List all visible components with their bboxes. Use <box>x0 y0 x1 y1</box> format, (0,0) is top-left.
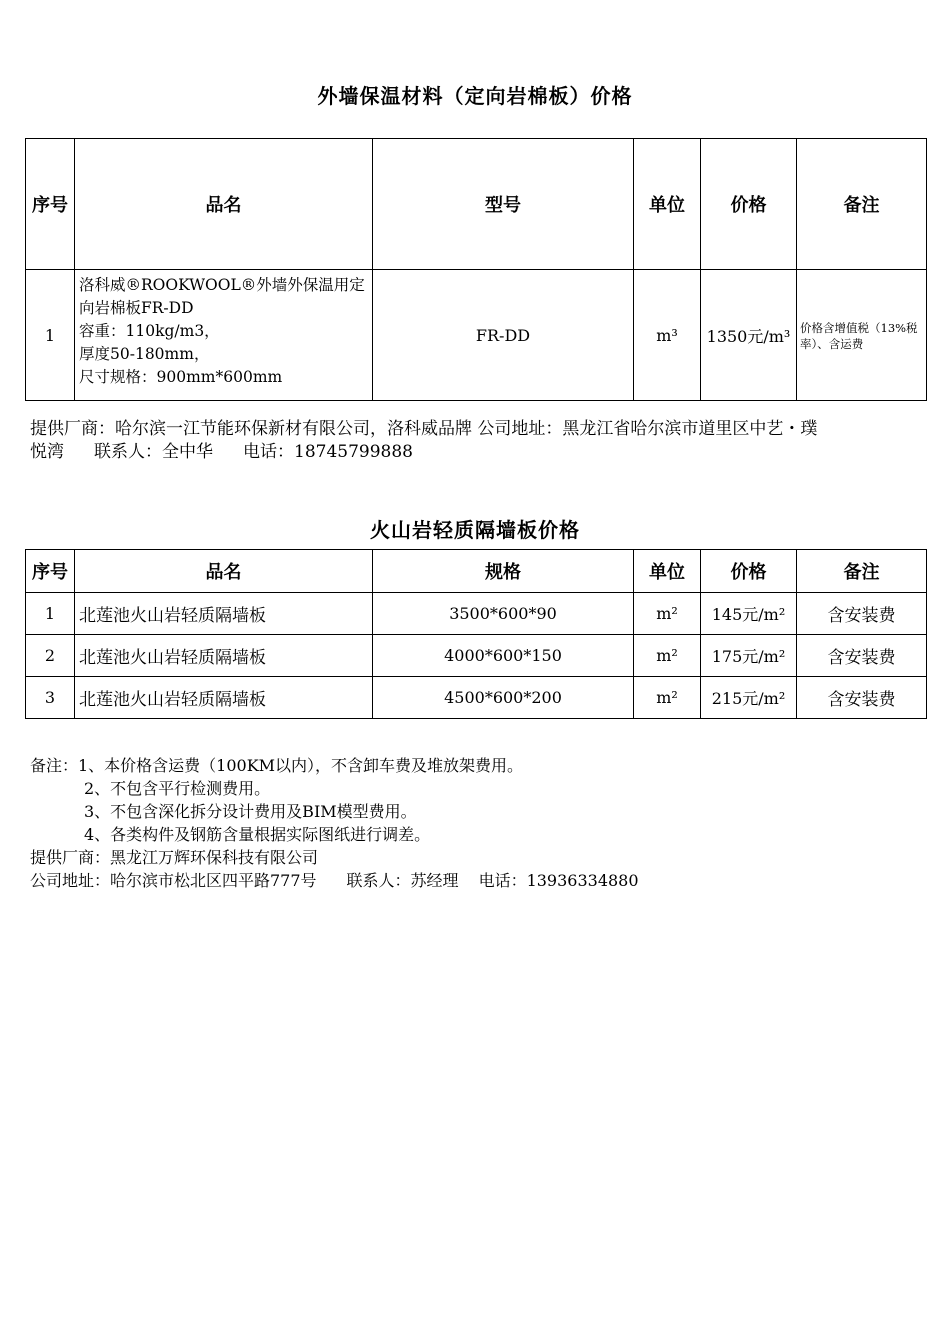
cell-unit: m² <box>634 593 701 635</box>
partition-board-price-table <box>25 549 927 719</box>
cell-unit: m³ <box>634 270 701 401</box>
cell-unit: m² <box>634 677 701 719</box>
supplier-line: 提供厂商：哈尔滨一江节能环保新材有限公司，洛科威品牌 公司地址：黑龙江省哈尔滨市道里区中艺・璞 <box>30 419 818 439</box>
section2-title: 火山岩轻质隔墙板价格 <box>370 518 580 542</box>
name-line: 尺寸规格：900mm*600mm <box>79 368 283 386</box>
header-no: 序号 <box>26 550 75 593</box>
cell-name: 北莲池火山岩轻质隔墙板 <box>75 593 373 635</box>
contact-person: 联系人：苏经理 <box>346 871 459 890</box>
notes-block <box>30 754 639 892</box>
table-header-row <box>26 139 927 270</box>
cell-price: 175元/m² <box>701 635 797 677</box>
cell-spec: 4000*600*150 <box>373 635 634 677</box>
header-model: 型号 <box>373 139 634 270</box>
contact-phone: 电话：13936334880 <box>478 871 639 890</box>
header-remark: 备注 <box>797 139 927 270</box>
section1-title: 外墙保温材料（定向岩棉板）价格 <box>317 84 633 108</box>
cell-remark: 含安装费 <box>797 635 927 677</box>
table-row <box>26 677 927 719</box>
cell-price: 145元/m² <box>701 593 797 635</box>
note-line: 4、各类构件及钢筋含量根据实际图纸进行调差。 <box>84 825 431 844</box>
cell-no: 2 <box>26 635 75 677</box>
supplier-line: 提供厂商：黑龙江万辉环保科技有限公司 <box>30 848 319 867</box>
header-unit: 单位 <box>634 550 701 593</box>
header-price: 价格 <box>701 550 797 593</box>
name-line: 容重：110kg/m3， <box>79 322 220 340</box>
table-header-row <box>26 550 927 593</box>
table-row <box>26 593 927 635</box>
cell-remark: 含安装费 <box>797 593 927 635</box>
header-name: 品名 <box>75 550 373 593</box>
note-line: 备注：1、本价格含运费（100KM以内），不含卸车费及堆放架费用。 <box>30 756 524 775</box>
header-price: 价格 <box>701 139 797 270</box>
name-line: 洛科威®ROOKWOOL®外墙外保温用定 <box>79 276 365 294</box>
cell-no: 1 <box>26 593 75 635</box>
rockwool-price-table <box>25 138 927 401</box>
supplier-line-cont: 悦湾 <box>30 442 64 462</box>
cell-spec: 3500*600*90 <box>373 593 634 635</box>
cell-remark: 价格含增值税（13%税率）、含运费 <box>797 270 927 401</box>
supplier-contact-line <box>30 441 817 464</box>
company-address: 公司地址：哈尔滨市松北区四平路777号 <box>30 871 317 890</box>
name-line: 厚度50-180mm， <box>79 345 210 363</box>
header-spec: 规格 <box>373 550 634 593</box>
contact-person: 联系人：全中华 <box>94 442 213 462</box>
supplier-info-1 <box>30 418 817 464</box>
cell-unit: m² <box>634 635 701 677</box>
cell-price: 1350元/m³ <box>701 270 797 401</box>
cell-remark: 含安装费 <box>797 677 927 719</box>
cell-no: 3 <box>26 677 75 719</box>
table-row <box>26 270 927 401</box>
cell-name <box>75 270 373 401</box>
cell-price: 215元/m² <box>701 677 797 719</box>
header-no: 序号 <box>26 139 75 270</box>
cell-spec: 4500*600*200 <box>373 677 634 719</box>
table-row <box>26 635 927 677</box>
cell-name: 北莲池火山岩轻质隔墙板 <box>75 677 373 719</box>
header-unit: 单位 <box>634 139 701 270</box>
name-line: 向岩棉板FR-DD <box>79 299 194 317</box>
cell-name: 北莲池火山岩轻质隔墙板 <box>75 635 373 677</box>
cell-no: 1 <box>26 270 75 401</box>
cell-model: FR-DD <box>373 270 634 401</box>
address-contact-line <box>30 869 639 892</box>
contact-phone: 电话：18745799888 <box>243 442 413 462</box>
header-remark: 备注 <box>797 550 927 593</box>
header-name: 品名 <box>75 139 373 270</box>
note-line: 3、不包含深化拆分设计费用及BIM模型费用。 <box>84 802 417 821</box>
note-line: 2、不包含平行检测费用。 <box>84 779 271 798</box>
